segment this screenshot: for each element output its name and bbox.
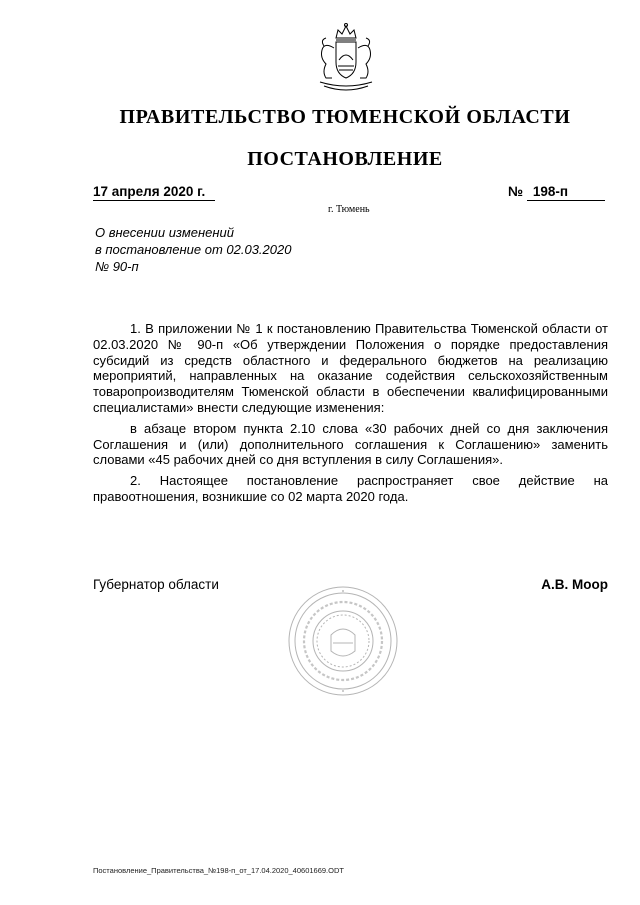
city: г. Тюмень — [328, 204, 370, 215]
subject-line: № 90-п — [95, 259, 139, 274]
signatory-name: А.В. Моор — [541, 577, 608, 592]
government-name: ПРАВИТЕЛЬСТВО ТЮМЕНСКОЙ ОБЛАСТИ — [119, 106, 571, 128]
coat-of-arms-icon — [312, 20, 380, 98]
footer-filename: Постановление_Правительства_№198-п_от_17.04.2020_40601669.ODT — [93, 866, 344, 875]
document-body — [93, 321, 608, 510]
signatory-position: Губернатор области — [93, 577, 219, 592]
document-subject — [95, 224, 355, 275]
body-paragraph: 1. В приложении № 1 к постановлению Правительства Тюменской области от 02.03.2020 № 90-п «Об утверждении Положения о порядке предоставления субсидий из средств областного и федерального бюджетов на реализацию мероприятий, направленных на оказание содействия сельскохозяйственным товаропроизводителям Тюменской области в обеспечении квалифицированными специалистами» внести следующие изменения: — [93, 321, 608, 415]
subject-line: в постановление от 02.03.2020 — [95, 242, 292, 257]
body-paragraph: 2. Настоящее постановление распространяет свое действие на правоотношения, возникшие со 02 марта 2020 года. — [93, 473, 608, 504]
body-paragraph: в абзаце втором пункта 2.10 слова «30 рабочих дней со дня заключения Соглашения и (или) дополнительного соглашения к Соглашению» заменить словами «45 рабочих дней со дня вступления в силу Соглашения». — [93, 420, 608, 468]
official-seal-icon — [287, 585, 399, 697]
number-value: 198-п — [527, 184, 605, 201]
document-date: 17 апреля 2020 г. — [93, 184, 215, 201]
subject-line: О внесении изменений — [95, 225, 234, 240]
document-type: ПОСТАНОВЛЕНИЕ — [247, 148, 443, 170]
document-number — [508, 184, 605, 201]
number-sign: № — [508, 184, 524, 199]
